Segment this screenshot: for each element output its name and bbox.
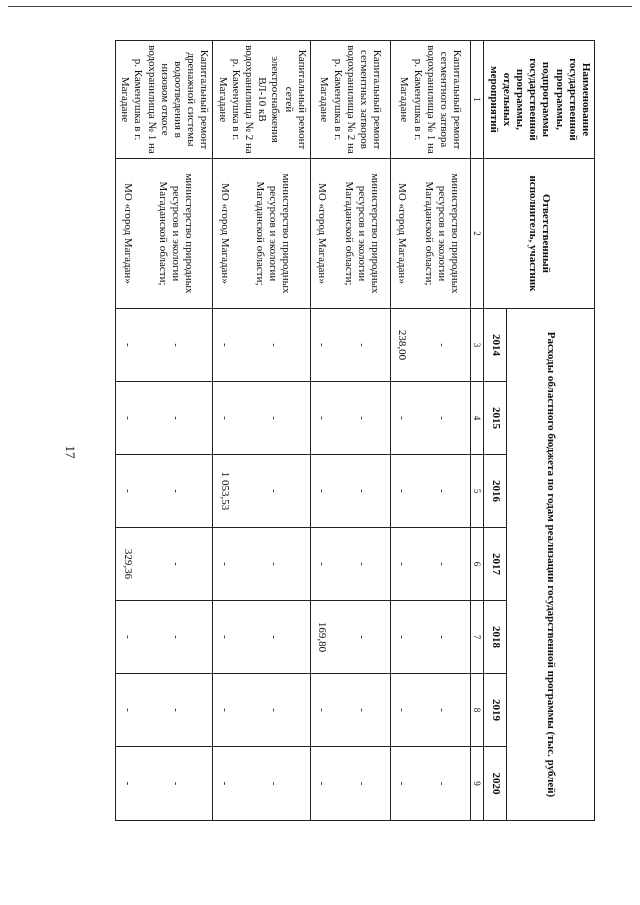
value-participant: 329,36 bbox=[121, 548, 134, 580]
value-participant: 169,80 bbox=[316, 621, 329, 653]
value-participant: - bbox=[316, 343, 329, 347]
table-row bbox=[390, 41, 470, 821]
value-main: - bbox=[170, 489, 182, 493]
value-cell bbox=[116, 309, 213, 382]
header-name: Наименование государственной программы, подпрограммы государственной программы, отдельных мероприятий bbox=[484, 41, 595, 159]
value-main: - bbox=[267, 416, 279, 420]
value-participant: - bbox=[396, 635, 409, 639]
value-participant: - bbox=[218, 562, 231, 566]
table-row bbox=[213, 41, 310, 821]
value-participant: - bbox=[121, 489, 134, 493]
value-main: - bbox=[436, 562, 448, 566]
value-participant: 238,00 bbox=[396, 329, 409, 361]
header-year: 2016 bbox=[484, 455, 506, 528]
value-main: - bbox=[356, 708, 368, 712]
value-cell bbox=[213, 455, 310, 528]
value-main: - bbox=[356, 343, 368, 347]
value-participant: - bbox=[121, 343, 134, 347]
column-number: 1 bbox=[470, 41, 484, 159]
value-main: - bbox=[436, 489, 448, 493]
executor-participant: МО «город Магадан» bbox=[218, 183, 231, 284]
activity-name: Капитальный ремонт сегментных затворов водохранилища № 2 на р. Каменушка в г. Магадане bbox=[310, 41, 390, 159]
header-executor: Ответственный исполнитель, участник bbox=[484, 159, 595, 309]
value-participant: - bbox=[396, 489, 409, 493]
value-participant: - bbox=[218, 416, 231, 420]
value-participant: - bbox=[121, 781, 134, 786]
header-budget: Расходы областного бюджета по годам реализации государственной программы (тыс. рублей) bbox=[506, 309, 594, 821]
value-cell bbox=[116, 747, 213, 821]
scan-edge-line bbox=[8, 6, 632, 7]
executor-main: министерство природных ресурсов и экологии Магаданской области; bbox=[422, 173, 461, 294]
value-main: - bbox=[356, 416, 368, 420]
value-main: - bbox=[356, 562, 368, 566]
header-year: 2018 bbox=[484, 601, 506, 674]
value-participant: - bbox=[218, 781, 231, 786]
value-main: - bbox=[170, 343, 182, 347]
column-number: 2 bbox=[470, 159, 484, 309]
value-main: - bbox=[356, 635, 368, 639]
header-year: 2017 bbox=[484, 528, 506, 601]
value-cell bbox=[310, 601, 390, 674]
value-main: - bbox=[356, 781, 368, 786]
value-cell bbox=[116, 382, 213, 455]
executor-cell bbox=[213, 159, 310, 309]
value-participant: - bbox=[316, 416, 329, 420]
value-cell bbox=[390, 455, 470, 528]
page-number: 17 bbox=[63, 445, 78, 459]
executor-cell bbox=[390, 159, 470, 309]
value-participant: - bbox=[396, 416, 409, 420]
value-main: - bbox=[267, 781, 279, 786]
value-participant: - bbox=[396, 708, 409, 712]
table-row bbox=[310, 41, 390, 821]
value-main: - bbox=[436, 635, 448, 639]
value-cell bbox=[390, 528, 470, 601]
value-cell bbox=[116, 455, 213, 528]
value-main: - bbox=[436, 781, 448, 786]
value-main: - bbox=[436, 416, 448, 420]
executor-main: министерство природных ресурсов и экологии Магаданской области; bbox=[253, 173, 293, 294]
value-main: - bbox=[267, 343, 279, 347]
column-number: 6 bbox=[470, 528, 484, 601]
value-main: - bbox=[267, 562, 279, 566]
executor-participant: МО «город Магадан» bbox=[121, 183, 134, 284]
value-participant: - bbox=[316, 489, 329, 493]
value-participant: - bbox=[121, 708, 134, 712]
value-cell bbox=[213, 382, 310, 455]
value-main: - bbox=[356, 489, 368, 493]
value-cell bbox=[213, 528, 310, 601]
value-main: - bbox=[170, 635, 182, 639]
value-main: - bbox=[436, 343, 448, 347]
value-cell bbox=[213, 747, 310, 821]
value-main: - bbox=[267, 635, 279, 639]
header-year: 2020 bbox=[484, 747, 506, 821]
value-main: - bbox=[436, 708, 448, 712]
header-year: 2015 bbox=[484, 382, 506, 455]
value-cell bbox=[390, 747, 470, 821]
value-cell bbox=[310, 455, 390, 528]
value-main: - bbox=[170, 416, 182, 420]
value-participant: - bbox=[396, 562, 409, 566]
value-participant: - bbox=[121, 635, 134, 639]
column-number-row bbox=[470, 41, 484, 821]
value-cell bbox=[213, 309, 310, 382]
column-number: 9 bbox=[470, 747, 484, 821]
value-participant: 1 053,53 bbox=[218, 471, 231, 511]
value-participant: - bbox=[121, 416, 134, 420]
value-participant: - bbox=[396, 781, 409, 786]
table-row bbox=[116, 41, 213, 821]
value-main: - bbox=[267, 489, 279, 493]
header-year: 2014 bbox=[484, 309, 506, 382]
executor-main: министерство природных ресурсов и экологии Магаданской области; bbox=[156, 173, 196, 294]
executor-main: министерство природных ресурсов и экологии Магаданской области; bbox=[342, 173, 381, 294]
budget-table-rotated bbox=[119, 40, 595, 820]
activity-name: Капитальный ремонт дренажной системы водоотведения в низовом откосе водохранилища № 1 на р. Каменушка в г. Магадане bbox=[116, 41, 213, 159]
value-cell bbox=[390, 309, 470, 382]
header-year: 2019 bbox=[484, 674, 506, 747]
value-cell bbox=[310, 528, 390, 601]
column-number: 4 bbox=[470, 382, 484, 455]
executor-cell bbox=[116, 159, 213, 309]
activity-name: Капитальный ремонт сегментного затвора водохранилища № 1 на р. Каменушка в г. Магадане bbox=[390, 41, 470, 159]
value-cell bbox=[390, 674, 470, 747]
value-cell bbox=[116, 601, 213, 674]
value-cell bbox=[116, 528, 213, 601]
value-cell bbox=[310, 674, 390, 747]
value-cell bbox=[310, 382, 390, 455]
value-main: - bbox=[267, 708, 279, 712]
value-participant: - bbox=[218, 635, 231, 639]
value-participant: - bbox=[316, 708, 329, 712]
column-number: 8 bbox=[470, 674, 484, 747]
value-cell bbox=[213, 601, 310, 674]
value-main: - bbox=[170, 562, 182, 566]
value-participant: - bbox=[218, 343, 231, 347]
executor-participant: МО «город Магадан» bbox=[396, 183, 409, 284]
value-cell bbox=[213, 674, 310, 747]
executor-participant: МО «город Магадан» bbox=[316, 183, 329, 284]
value-cell bbox=[116, 674, 213, 747]
value-participant: - bbox=[316, 562, 329, 566]
value-cell bbox=[310, 747, 390, 821]
budget-table bbox=[115, 40, 595, 821]
column-number: 5 bbox=[470, 455, 484, 528]
value-cell bbox=[390, 382, 470, 455]
column-number: 7 bbox=[470, 601, 484, 674]
value-participant: - bbox=[218, 708, 231, 712]
column-number: 3 bbox=[470, 309, 484, 382]
value-cell bbox=[310, 309, 390, 382]
executor-cell bbox=[310, 159, 390, 309]
activity-name: Капитальный ремонт сетей электроснабжения ВЛ-10 кВ водохранилища № 2 на р. Каменушка в г. Магадане bbox=[213, 41, 310, 159]
value-main: - bbox=[170, 781, 182, 786]
value-cell bbox=[390, 601, 470, 674]
value-participant: - bbox=[316, 781, 329, 786]
value-main: - bbox=[170, 708, 182, 712]
